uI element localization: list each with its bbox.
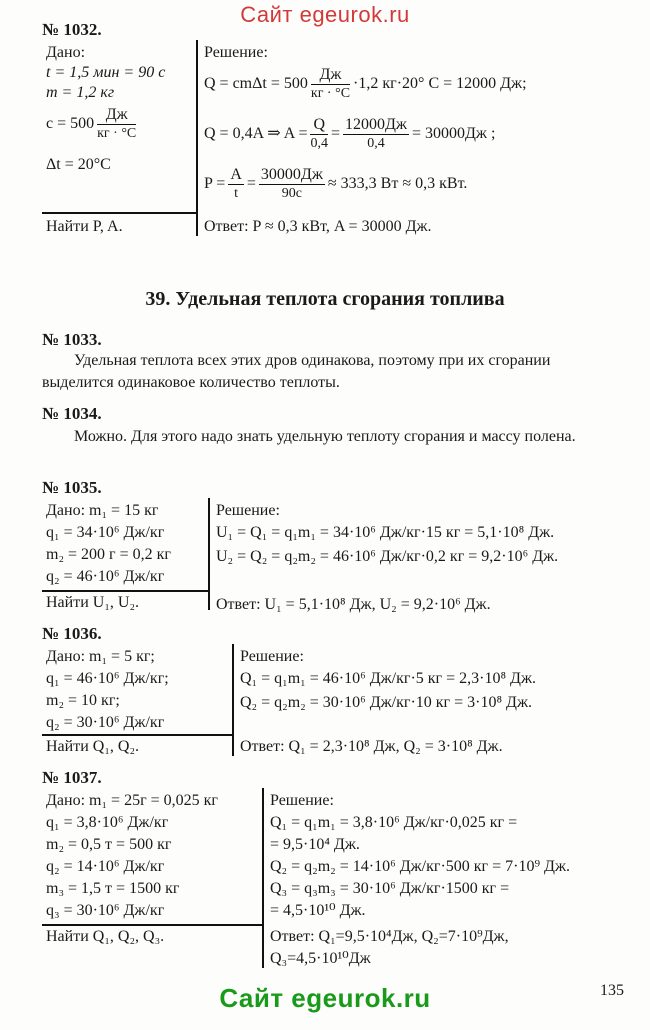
solution-line: Q₃ = q₃m₃ = 30·10⁶ Дж/кг·1500 кг = xyxy=(270,880,510,897)
problem-number-1036: № 1036. xyxy=(42,624,102,643)
paragraph: Можно. Для этого надо знать удельную теплоту сгорания и массу полена. xyxy=(74,428,576,445)
divider-line xyxy=(42,212,198,214)
solution-label: Решение: xyxy=(240,648,304,665)
given-line: q₃ = 30·10⁶ Дж/кг xyxy=(46,902,165,919)
given-line: Дано: m₁ = 5 кг; xyxy=(46,648,155,665)
given-line: q₁ = 3,8·10⁶ Дж/кг xyxy=(46,814,169,831)
answer-line: Ответ: Q₁=9,5·10⁴Дж, Q₂=7·10⁹Дж, xyxy=(270,928,509,945)
solution-line: U₂ = Q₂ = q₂m₂ = 46·10⁶ Дж/кг·0,2 кг = 9,2·10⁶ Дж. xyxy=(216,548,559,565)
find-line: Найти Q₁, Q₂. xyxy=(46,738,140,755)
given-line: m₃ = 1,5 т = 1500 кг xyxy=(46,880,180,897)
divider-line xyxy=(196,40,198,236)
site-watermark-top: Сайт egeurok.ru xyxy=(240,2,410,27)
given-line: m₂ = 0,5 т = 500 кг xyxy=(46,836,172,853)
solution-line: = 9,5·10⁴ Дж. xyxy=(270,836,360,853)
given-line: q₂ = 46·10⁶ Дж/кг xyxy=(46,568,165,585)
solution-line: Q₂ = q₂m₂ = 30·10⁶ Дж/кг·10 кг = 3·10⁸ Дж. xyxy=(240,694,532,711)
answer-line: Ответ: U₁ = 5,1·10⁸ Дж, U₂ = 9,2·10⁶ Дж. xyxy=(216,596,491,613)
given-line: m₂ = 200 г = 0,2 кг xyxy=(46,546,171,563)
answer-line: Ответ: P ≈ 0,3 кВт, A = 30000 Дж. xyxy=(204,218,432,235)
given-line: m = 1,2 кг xyxy=(46,84,115,101)
solution-line: = 4,5·10¹⁰ Дж. xyxy=(270,902,366,919)
find-line: Найти Q₁, Q₂, Q₃. xyxy=(46,928,165,945)
find-line: Найти U₁, U₂. xyxy=(46,594,140,611)
given-line: q₂ = 14·10⁶ Дж/кг xyxy=(46,858,165,875)
solution-label: Решение: xyxy=(270,792,334,809)
problem-number-1033: № 1033. xyxy=(42,330,102,349)
given-line: Δt = 20°C xyxy=(46,156,111,173)
problem-number-1035: № 1035. xyxy=(42,478,102,497)
solution-line: Q₁ = q₁m₁ = 3,8·10⁶ Дж/кг·0,025 кг = xyxy=(270,814,518,831)
given-label: Дано: xyxy=(46,44,86,61)
given-line: q₁ = 46·10⁶ Дж/кг; xyxy=(46,670,169,687)
given-line: Дано: m₁ = 25г = 0,025 кг xyxy=(46,792,218,809)
solution-line: Q₂ = q₂m₂ = 14·10⁶ Дж/кг·500 кг = 7·10⁹ Дж. xyxy=(270,858,570,875)
paragraph: Удельная теплота всех этих дров одинакова, поэтому при их сгорании выделится одинаковое количество теплоты. xyxy=(42,352,551,391)
given-line: c = 500 $\frac{Дж}{кг \cdot ^\circ C}$ xyxy=(46,106,137,141)
solution-line: Q = cmΔt = 500 $\frac{Дж}{кг \cdot ^\circ C}$ ·1,2 кг·20° С = 12000 Дж; xyxy=(204,66,527,101)
divider-line xyxy=(232,644,234,756)
given-line: q₂ = 30·10⁶ Дж/кг xyxy=(46,714,165,731)
solution-label: Решение: xyxy=(216,502,280,519)
solution-line: Q = 0,4A ⇒ A = $\frac{Q}{0,4}$ = $\frac{12000Дж}{0,4}$ = 30000Дж ; xyxy=(204,116,496,151)
problem-number-1034: № 1034. xyxy=(42,404,102,423)
find-line: Найти P, A. xyxy=(46,218,123,235)
solution-line: U₁ = Q₁ = q₁m₁ = 34·10⁶ Дж/кг·15 кг = 5,1·10⁸ Дж. xyxy=(216,524,555,541)
site-watermark-bottom: Сайт egeurok.ru xyxy=(219,983,431,1013)
answer-line: Q₃=4,5·10¹⁰Дж xyxy=(270,950,371,967)
problem-number-1032: № 1032. xyxy=(42,20,102,39)
divider-line xyxy=(208,498,210,610)
solution-label: Решение: xyxy=(204,44,268,61)
given-line: t = 1,5 мин = 90 с xyxy=(46,64,166,81)
solution-line: Q₁ = q₁m₁ = 46·10⁶ Дж/кг·5 кг = 2,3·10⁸ Дж. xyxy=(240,670,536,687)
given-line: q₁ = 34·10⁶ Дж/кг xyxy=(46,524,165,541)
divider-line xyxy=(262,788,264,968)
answer-line: Ответ: Q₁ = 2,3·10⁸ Дж, Q₂ = 3·10⁸ Дж. xyxy=(240,738,503,755)
given-line: Дано: m₁ = 15 кг xyxy=(46,502,159,519)
page-number: 135 xyxy=(600,982,624,999)
problem-number-1037: № 1037. xyxy=(42,768,102,787)
section-heading: 39. Удельная теплота сгорания топлива xyxy=(145,288,505,310)
given-line: m₂ = 10 кг; xyxy=(46,692,120,709)
solution-line: P = $\frac{A}{t}$ = $\frac{30000Дж}{90с}$ ≈ 333,3 Вт ≈ 0,3 кВт. xyxy=(204,166,468,201)
